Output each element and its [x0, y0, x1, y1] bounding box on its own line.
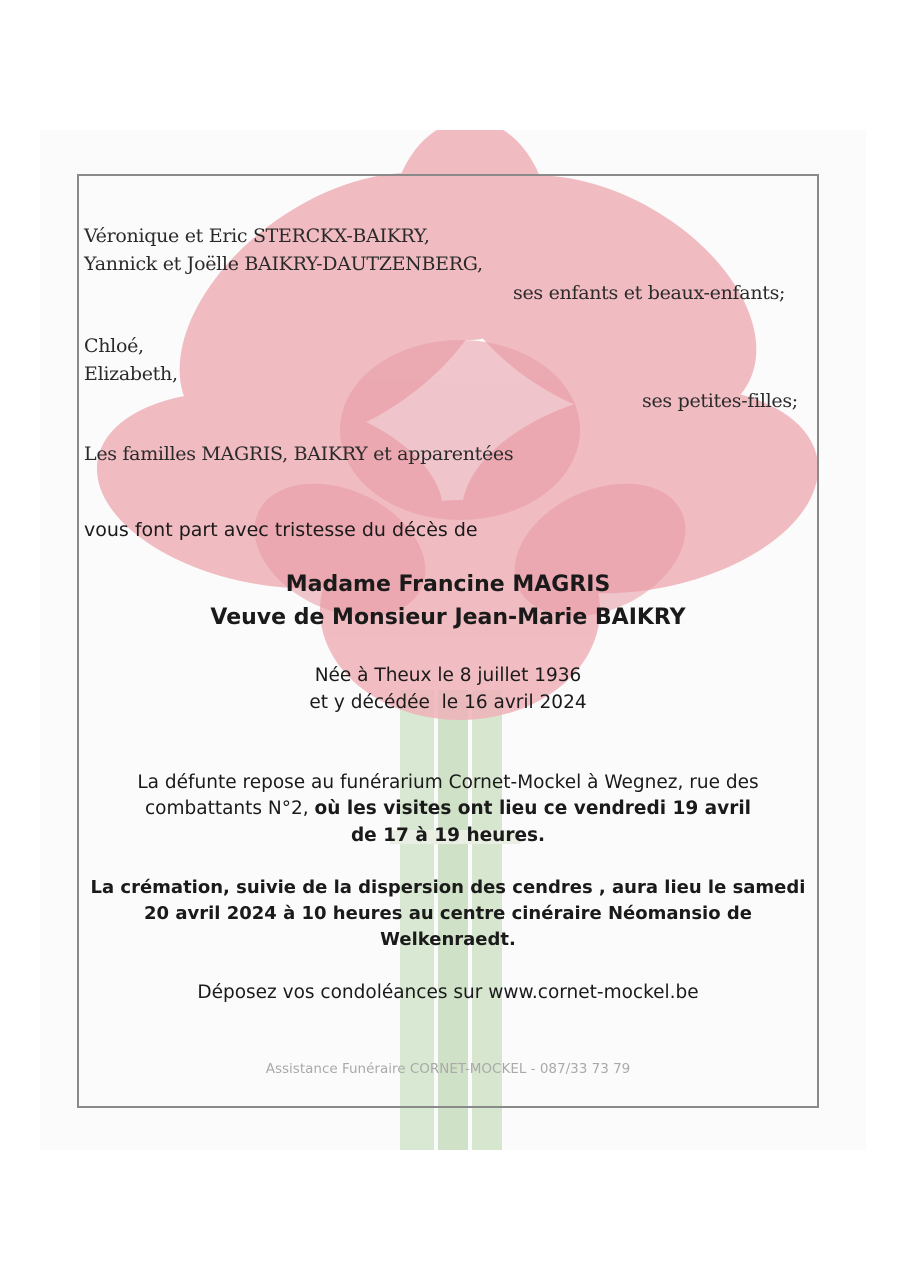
- family-line-3: Chloé,: [84, 335, 144, 357]
- visitation-line-3: de 17 à 19 heures.: [350, 825, 546, 846]
- visitation-line-1: La défunte repose au funérarium Cornet-Mockel à Wegnez, rue des: [137, 772, 759, 793]
- cremation-line-3: Welkenraedt.: [380, 929, 516, 950]
- family-line-1: Véronique et Eric STERCKX-BAIKRY,: [84, 225, 430, 247]
- condolences-text: Déposez vos condoléances sur www.cornet-mockel.be: [197, 982, 699, 1003]
- footer-contact: Assistance Funéraire CORNET-MOCKEL - 087/33 73 79: [265, 1061, 631, 1077]
- announce-text: vous font part avec tristesse du décès de: [84, 519, 478, 541]
- family-line-4: Elizabeth,: [84, 363, 178, 385]
- visitation-address: combattants N°2,: [144, 798, 315, 819]
- deceased-widow-of: Veuve de Monsieur Jean-Marie BAIKRY: [210, 605, 686, 630]
- notice-frame: [77, 174, 819, 1108]
- visitation-line-2: [77, 798, 819, 819]
- cremation-line-2: 20 avril 2024 à 10 heures au centre cinéraire Néomansio de: [144, 903, 752, 924]
- family-role-grandchildren: ses petites-filles;: [642, 390, 798, 412]
- visitation-schedule: où les visites ont lieu ce vendredi 19 avril: [314, 798, 752, 819]
- death-line: et y décédée le 16 avril 2024: [309, 692, 587, 713]
- cremation-line-1: La crémation, suivie de la dispersion des cendres , aura lieu le samedi: [90, 877, 806, 898]
- family-role-children: ses enfants et beaux-enfants;: [513, 282, 786, 304]
- birth-line: Née à Theux le 8 juillet 1936: [314, 665, 582, 686]
- family-line-5: Les familles MAGRIS, BAIKRY et apparentées: [84, 443, 514, 465]
- deceased-name: Madame Francine MAGRIS: [285, 572, 611, 597]
- family-line-2: Yannick et Joëlle BAIKRY-DAUTZENBERG,: [84, 253, 483, 275]
